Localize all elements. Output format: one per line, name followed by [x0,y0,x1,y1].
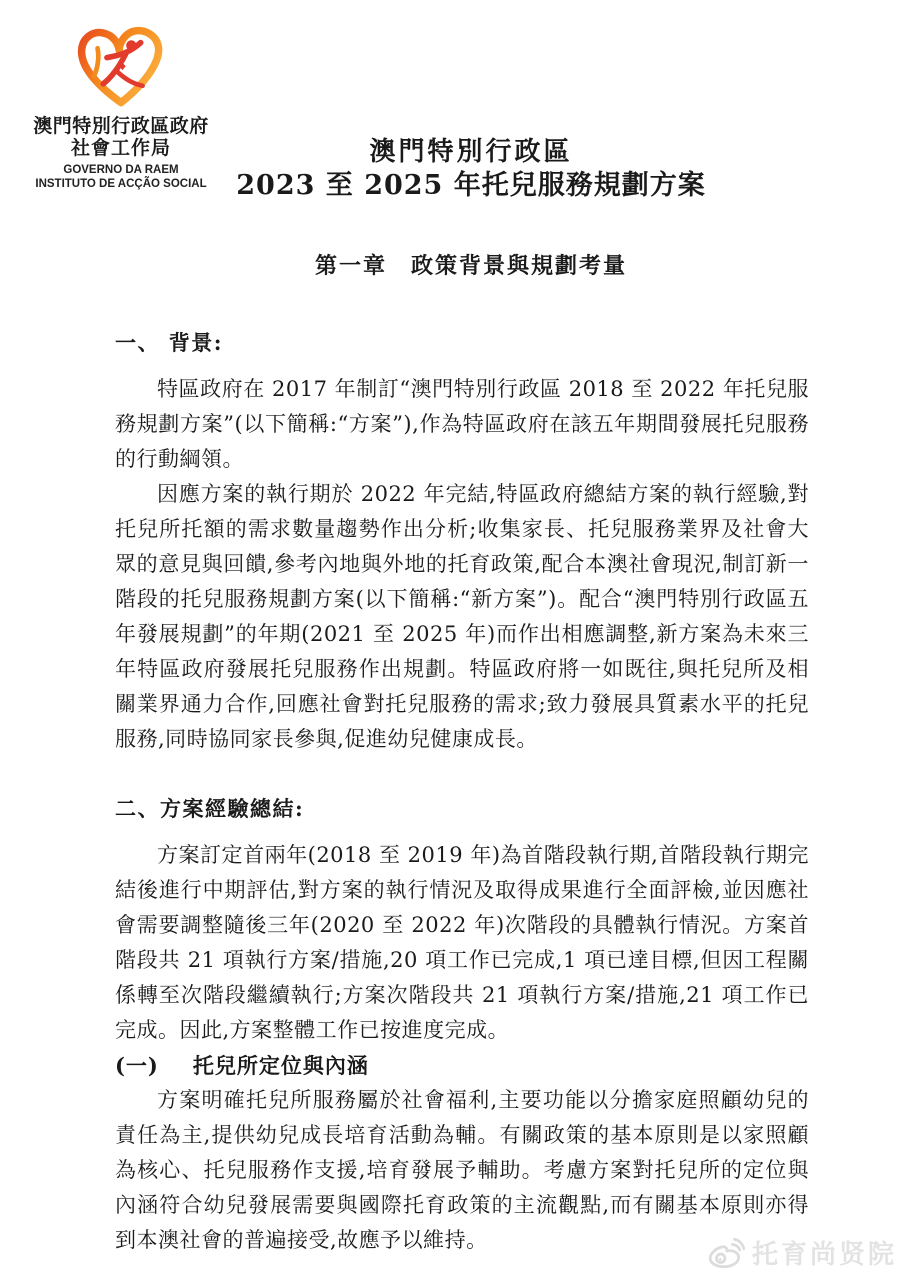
paragraph-positioning: 方案明確托兒所服務屬於社會福利,主要功能以分擔家庭照顧幼兒的責任為主,提供幼兒成長培育活動為輔。有關政策的基本原則是以家照顧為核心、托兒服務作支援,培育發展予輔助。考慮方案對托兒所的定位與內涵符合幼兒發展需要與國際托育政策的主流觀點,而有關基本原則亦得到本澳社會的普遍接受,故應予以維持。 [115,1088,809,1252]
org-name-pt-line1: GOVERNO DA RAEM [63,164,179,176]
org-name-zh-line1: 澳門特別行政區政府 [33,116,209,137]
chapter-heading: 第一章 政策背景與規劃考量 [314,253,627,279]
subsection1-number: (一) [115,1053,159,1078]
section2-heading: 二、方案經驗總結: [115,796,305,821]
watermark-text: 托育尚贤院 [751,1239,897,1269]
ias-heart-logo-icon [68,22,174,112]
org-name-pt-line2: INSTITUTO DE ACÇÃO SOCIAL [35,178,207,190]
watermark [707,1234,897,1271]
org-name-zh-line2: 社會工作局 [70,138,171,159]
weibo-icon [707,1237,745,1269]
subsection1-title: 托兒所定位與內涵 [192,1053,369,1078]
document-body [115,330,809,1258]
paragraph-background-1: 特區政府在 2017 年制訂“澳門特別行政區 2018 至 2022 年托兒服務規劃方案”(以下簡稱:“方案”),作為特區政府在該五年期間發展托兒服務的行動綱領。 [115,377,809,471]
document-title [118,136,824,203]
paragraph-background-2: 因應方案的執行期於 2022 年完結,特區政府總結方案的執行經驗,對托兒所托額的需求數量趨勢作出分析;收集家長、托兒服務業界及社會大眾的意見與回饋,參考內地與外地的托育政策,配合本澳社會現況,制訂新一階段的托兒服務規劃方案(以下簡稱:“新方案”)。配合“澳門特別行政區五年發展規劃”的年期(2021 至 2025 年)而作出相應調整,新方案為未來三年特區政府發展托兒服務作出規劃。特區政府將一如既往,與托兒所及相關業界通力合作,回應社會對托兒服務的需求;致力發展具質素水平的托兒服務,同時協同家長參與,促進幼兒健康成長。 [115,482,809,751]
document-title-line1: 澳門特別行政區 [369,137,573,167]
paragraph-summary-1: 方案訂定首兩年(2018 至 2019 年)為首階段執行期,首階段執行期完結後進行中期評估,對方案的執行情況及取得成果進行全面評檢,並因應社會需要調整隨後三年(2020 至 2022 年)次階段的具體執行情況。方案首階段共 21 項執行方案/措施,20 項工作已完成,1 項已達目標,但因工程關係轉至次階段繼續執行;方案次階段共 21 項執行方案/措施,21 項工作已完成。因此,方案整體工作已按進度完成。 [115,843,809,1042]
subsection1-heading [115,1048,809,1083]
section1-heading: 一、 背景: [115,330,224,355]
document-title-line2: 2023 至 2025 年托兒服務規劃方案 [236,170,706,201]
